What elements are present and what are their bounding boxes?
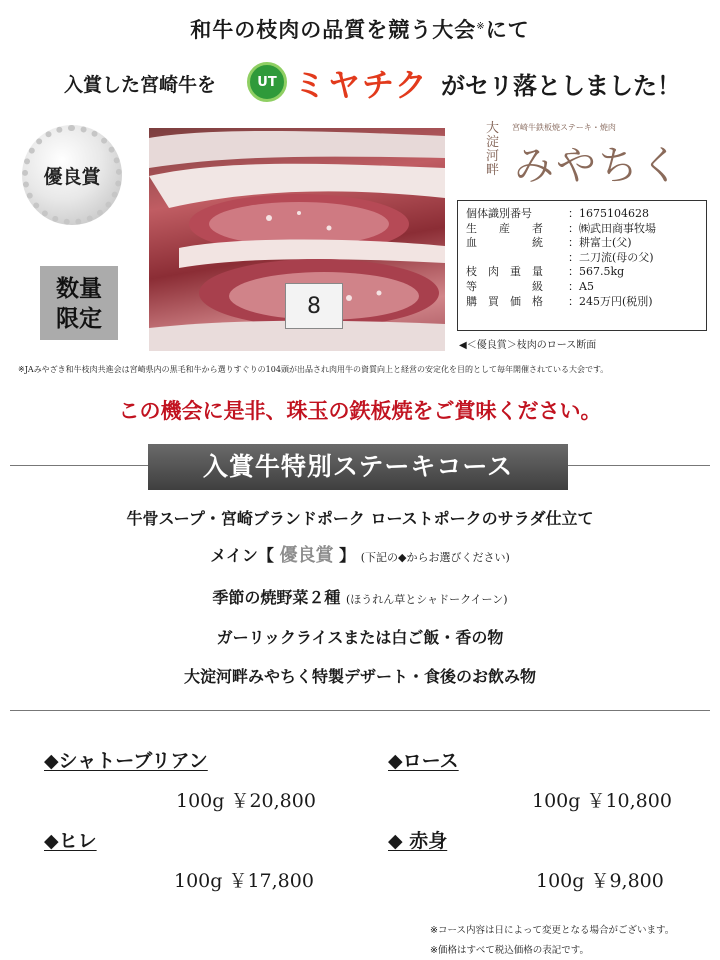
shop-subtitle: 宮崎牛鉄板焼ステーキ・焼肉 — [512, 123, 616, 132]
course-line-main — [0, 541, 720, 567]
miyachiku-logo-icon: UT — [247, 62, 287, 102]
course-line-dessert: 大淀河畔みやちく特製デザート・食後のお飲み物 — [183, 667, 536, 686]
info-row — [466, 280, 698, 295]
item-loin-price: 100g ￥10,800 — [532, 790, 672, 812]
info-value: ：245万円(税別) — [568, 294, 653, 308]
item-fillet-price: 100g ￥17,800 — [174, 870, 314, 892]
note-course-change: ※コース内容は日によって変更となる場合がございます。 — [430, 925, 675, 936]
course-main-award: 優良賞 — [279, 545, 334, 566]
item-loin-name: ◆ロース — [388, 750, 459, 772]
headline-footnote-mark: ※ — [476, 21, 486, 32]
carcass-info-box — [457, 200, 707, 331]
item-chateaubriand-name: ◆シャトーブリアン — [44, 750, 208, 772]
info-key: 血 統 — [466, 236, 543, 250]
info-key: 等 級 — [466, 279, 543, 293]
item-lean-name: ◆ 赤身 — [388, 830, 448, 852]
info-row — [466, 265, 698, 280]
headline-line2-pre: 入賞した宮崎牛を — [64, 74, 217, 96]
event-footnote: ※JAみやざき和牛枝肉共進会は宮崎県内の黒毛和牛から選りすぐりの104頭が出品され肉用牛の資質向上と経営の安定化を目的として毎年開催されている大会です。 — [18, 365, 609, 374]
headline-line2 — [0, 58, 720, 106]
info-row — [466, 251, 698, 266]
photo-caption: ◀＜優良賞＞枝肉のロース断面 — [459, 340, 597, 351]
course-line-rice: ガーリックライスまたは白ご飯・香の物 — [216, 628, 504, 647]
info-row — [466, 222, 698, 237]
course-veg-label: 季節の焼野菜２種 — [212, 588, 341, 607]
limited-line1: 数量 — [56, 275, 102, 302]
section-divider — [10, 710, 710, 711]
limited-line2: 限定 — [56, 305, 102, 332]
headline-line2-post: がセリ落としました！ — [441, 72, 681, 100]
info-key: 個体識別番号 — [466, 207, 532, 220]
course-main-label: メイン【 — [210, 546, 274, 565]
award-badge — [22, 125, 122, 225]
note-tax-included: ※価格はすべて税込価格の表記です。 — [430, 945, 590, 956]
info-row — [466, 207, 698, 222]
course-main-close: 】 — [339, 546, 356, 565]
item-lean-price: 100g ￥9,800 — [536, 870, 664, 892]
award-badge-label: 優良賞 — [43, 166, 101, 188]
info-key: 枝 肉 重 量 — [466, 265, 543, 279]
info-key: 購 買 価 格 — [466, 294, 543, 308]
promo-headline: この機会に是非、珠玉の鉄板焼をご賞味ください。 — [118, 399, 602, 423]
course-veg-note: (ほうれん草とシャドークイーン) — [346, 593, 508, 606]
course-line-soup-salad: 牛骨スープ・宮崎ブランドポーク ローストポークのサラダ仕立て — [126, 509, 594, 528]
headline-line1-suffix: にて — [485, 18, 530, 42]
info-key: 生 産 者 — [466, 221, 543, 235]
limited-quantity-badge — [40, 266, 118, 340]
course-main-note: (下記の◆からお選びください) — [360, 551, 510, 564]
info-key — [466, 251, 568, 266]
info-value: ：A5 — [568, 279, 594, 293]
info-value: ：二刀流(母の父) — [568, 250, 654, 264]
info-value: ：1675104628 — [568, 207, 649, 220]
headline-line1-text: 和牛の枝肉の品質を競う大会 — [190, 18, 477, 42]
info-row — [466, 236, 698, 251]
miyachiku-logo-text: ミヤチク — [294, 66, 429, 104]
item-fillet-name: ◆ヒレ — [44, 830, 97, 852]
shop-location-vertical: 大淀河畔 — [486, 121, 500, 178]
beef-carcass-photo — [149, 128, 445, 351]
headline-line1 — [0, 14, 720, 44]
course-line-vegetables — [0, 585, 720, 608]
info-value: ：耕富士(父) — [568, 236, 632, 250]
carcass-number-card: 8 — [285, 283, 343, 329]
info-value: ：567.5kg — [568, 265, 625, 279]
course-title: 入賞牛特別ステーキコース — [148, 444, 568, 490]
item-chateaubriand-price: 100g ￥20,800 — [176, 790, 316, 812]
shop-name-logo: みやちく — [514, 143, 682, 189]
info-row — [466, 295, 698, 310]
info-value: ：㈱武田商事牧場 — [568, 221, 656, 235]
